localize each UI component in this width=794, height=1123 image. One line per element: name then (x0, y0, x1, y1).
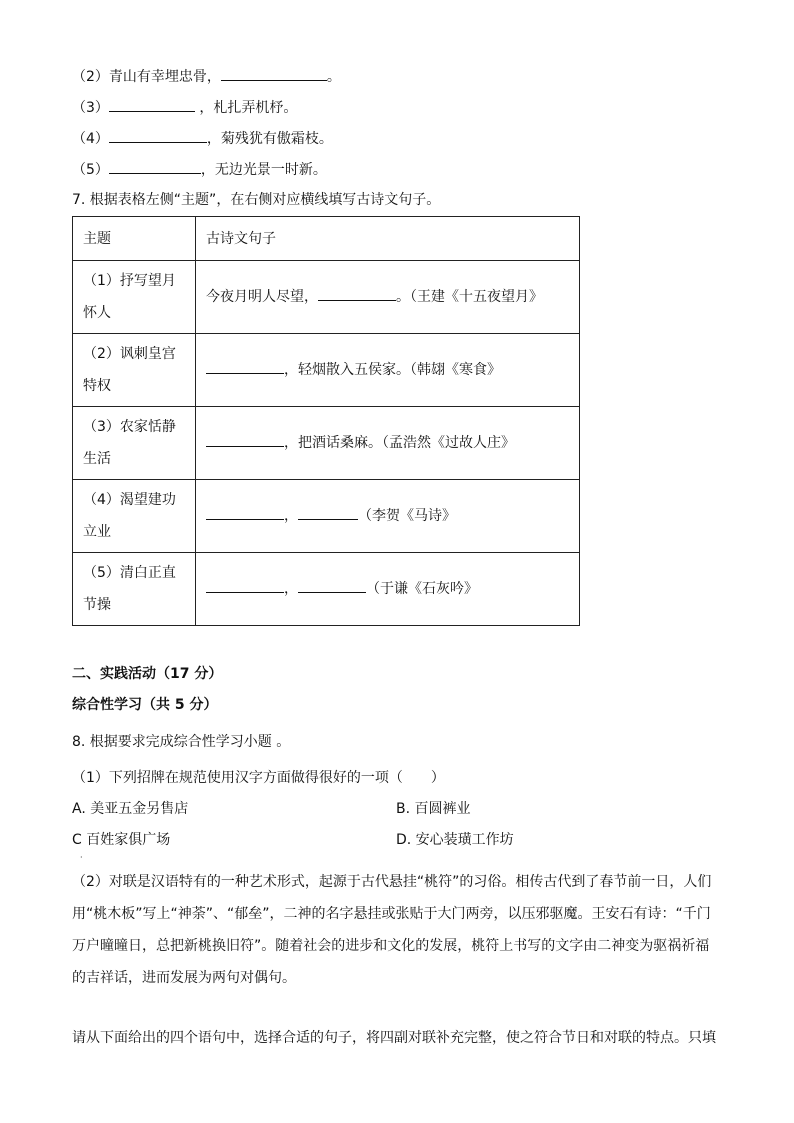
table-row (73, 261, 580, 334)
answer-blank[interactable] (109, 159, 201, 174)
table-row (73, 334, 580, 407)
stray-dot: · (80, 853, 83, 862)
poem-table (72, 216, 580, 626)
answer-blank[interactable] (318, 286, 396, 301)
option-a[interactable]: A. 美亚五金另售店 (72, 801, 189, 817)
header-theme: 主题 (73, 217, 196, 261)
section-subtitle: 综合性学习（共 5 分） (72, 697, 218, 713)
answer-blank[interactable] (298, 578, 366, 593)
question-8-prompt: 8. 根据要求完成综合性学习小题 。 (72, 734, 291, 750)
answer-blank[interactable] (206, 432, 284, 447)
fill-line-2: （2）青山有幸埋忠骨， 。 (72, 66, 341, 87)
answer-blank[interactable] (206, 359, 284, 374)
table-row (73, 480, 580, 553)
theme-cell: （3）农家恬静生活 (73, 407, 196, 480)
poem-cell: ，轻烟散入五侯家。（韩翃《寒食》 (196, 334, 580, 407)
answer-blank[interactable] (109, 128, 207, 143)
fill-line-3: （3） ，札扎弄机杼。 (72, 97, 297, 118)
poem-cell: ， （于谦《石灰吟》 (196, 553, 580, 626)
poem-cell: ，把酒话桑麻。（孟浩然《过故人庄》 (196, 407, 580, 480)
table-row (73, 407, 580, 480)
option-d[interactable]: D. 安心装璜工作坊 (396, 832, 514, 848)
option-b[interactable]: B. 百圆裤业 (396, 801, 471, 817)
question-8-sub1: （1）下列招牌在规范使用汉字方面做得很好的一项（ ） (72, 770, 445, 786)
answer-blank[interactable] (206, 505, 284, 520)
answer-blank[interactable] (206, 578, 284, 593)
header-poem: 古诗文句子 (196, 217, 580, 261)
answer-blank[interactable] (221, 66, 327, 81)
option-c[interactable]: C 百姓家俱广场 (72, 832, 171, 848)
table-header-row (73, 217, 580, 261)
poem-cell: 今夜月明人尽望， 。（王建《十五夜望月》 (196, 261, 580, 334)
fill-line-5: （5） ，无边光景一时新。 (72, 159, 327, 180)
answer-blank[interactable] (109, 97, 195, 112)
theme-cell: （5）清白正直节操 (73, 553, 196, 626)
answer-blank[interactable] (298, 505, 358, 520)
theme-cell: （2）讽刺皇宫特权 (73, 334, 196, 407)
section-title: 二、实践活动（17 分） (72, 666, 223, 682)
fill-line-4: （4） ，菊残犹有傲霜枝。 (72, 128, 333, 149)
poem-cell: ， （李贺《马诗》 (196, 480, 580, 553)
question-7-prompt: 7. 根据表格左侧“主题”，在右侧对应横线填写古诗文句子。 (72, 192, 441, 208)
question-8-sub2-instruction: 请从下面给出的四个语句中，选择合适的句子，将四副对联补充完整，使之符合节日和对联的特点。只填 (72, 1030, 716, 1046)
theme-cell: （4）渴望建功立业 (73, 480, 196, 553)
question-8-sub2: （2）对联是汉语特有的一种艺术形式，起源于古代悬挂“桃符”的习俗。相传古代到了春节前一日，人们用“桃木板”写上“神荼”、“郁垒”，二神的名字悬挂或张贴于大门两旁，以压邪驱魔。王安石有诗：“千门万户曈曈日，总把新桃换旧符”。随着社会的进步和文化的发展，桃符上书写的文字由二神变为驱祸祈福的吉祥话，进而发展为两句对偶句。 (72, 874, 712, 986)
theme-cell: （1）抒写望月怀人 (73, 261, 196, 334)
table-row (73, 553, 580, 626)
